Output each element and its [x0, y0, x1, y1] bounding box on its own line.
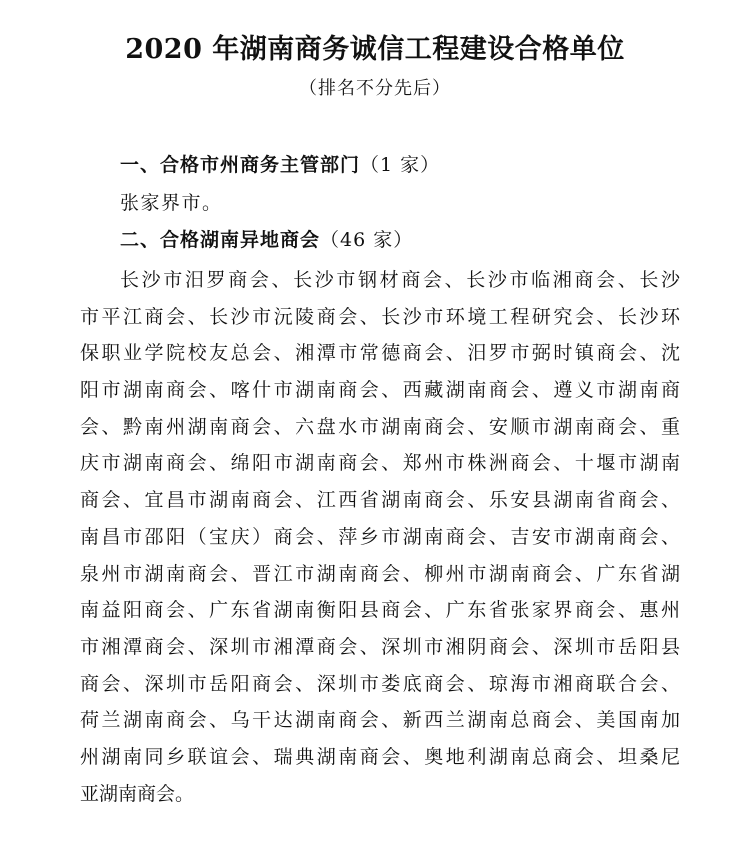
- body-line: 商会、宜昌市湖南商会、江西省湖南商会、乐安县湖南省商会、: [80, 489, 680, 512]
- body-line: 市湘潭商会、深圳市湘潭商会、深圳市湘阴商会、深圳市岳阳县: [80, 635, 680, 658]
- body-line: 荷兰湖南商会、乌干达湖南商会、新西兰湖南总商会、美国南加: [80, 709, 680, 732]
- document-title: 2020 年湖南商务诚信工程建设合格单位: [125, 34, 625, 65]
- body-line: 商会、深圳市岳阳商会、深圳市娄底商会、琼海市湘商联合会、: [80, 672, 680, 695]
- body-line: 会、黔南州湖南商会、六盘水市湖南商会、安顺市湖南商会、重: [80, 415, 680, 438]
- body-line: 亚湖南商会。: [80, 782, 195, 805]
- section-2-body: [80, 262, 680, 812]
- section-1-heading: [120, 150, 440, 180]
- body-line: 州湖南同乡联谊会、瑞典湖南商会、奥地利湖南总商会、坦桑尼: [80, 745, 680, 768]
- section-2-heading-text: 二、合格湖南异地商会: [120, 229, 321, 251]
- body-line: 保职业学院校友总会、湘潭市常德商会、汨罗市弼时镇商会、沈: [80, 342, 680, 365]
- section-2-count: （46 家）: [320, 229, 414, 251]
- document-subtitle: （排名不分先后）: [299, 78, 451, 99]
- section-1-body: 张家界市。: [120, 192, 223, 214]
- body-line: 庆市湖南商会、绵阳市湖南商会、郑州市株洲商会、十堰市湖南: [80, 452, 680, 475]
- body-line: 泉州市湖南商会、晋江市湖南商会、柳州市湖南商会、广东省湖: [80, 562, 680, 585]
- section-2-heading: [120, 225, 413, 255]
- section-1-heading-text: 一、合格市州商务主管部门: [120, 154, 361, 176]
- body-line: 南昌市邵阳（宝庆）商会、萍乡市湖南商会、吉安市湖南商会、: [80, 525, 680, 548]
- section-1-count: （1 家）: [360, 154, 441, 176]
- body-line: 南益阳商会、广东省湖南衡阳县商会、广东省张家界商会、惠州: [80, 599, 680, 622]
- body-line: 阳市湖南商会、喀什市湖南商会、西藏湖南商会、遵义市湖南商: [80, 379, 680, 402]
- body-line: 长沙市汨罗商会、长沙市钢材商会、长沙市临湘商会、长沙: [120, 269, 680, 291]
- body-line: 市平江商会、长沙市沅陵商会、长沙市环境工程研究会、长沙环: [80, 305, 680, 328]
